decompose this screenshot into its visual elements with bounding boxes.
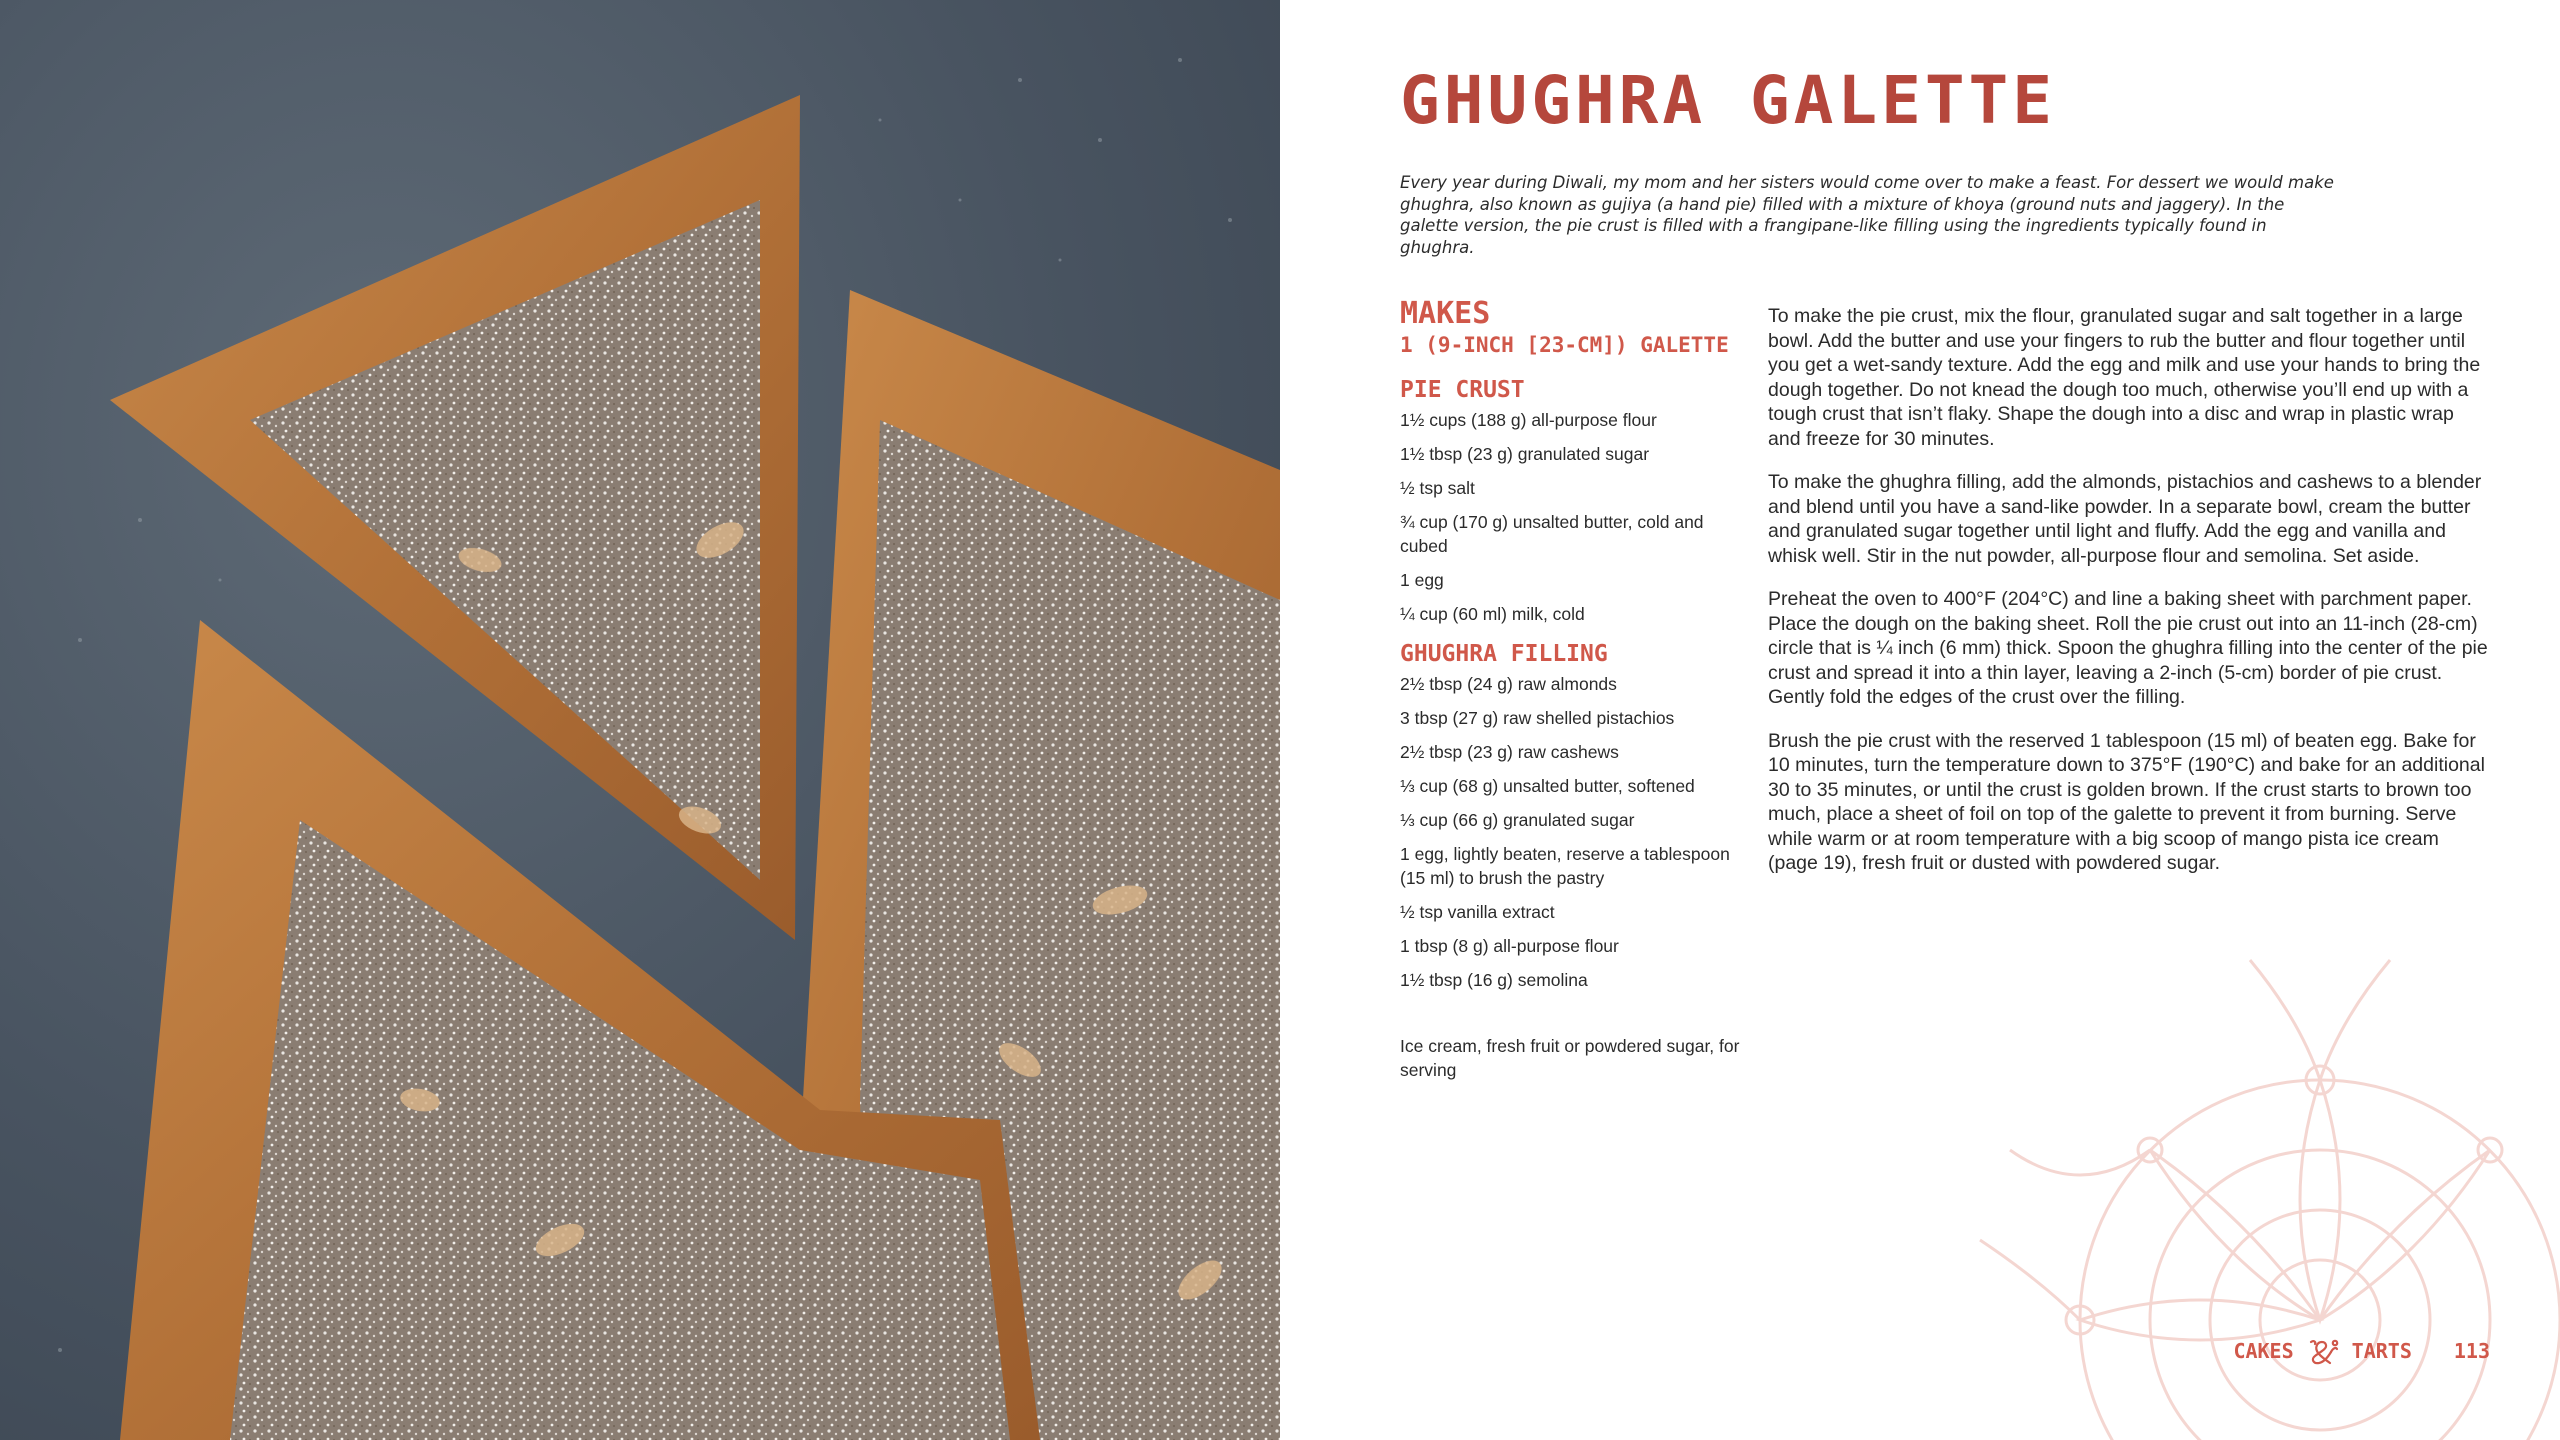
serving-suggestion: Ice cream, fresh fruit or powdered sugar, for serving bbox=[1400, 1036, 1740, 1080]
ingredient-item: ¾ cup (170 g) unsalted butter, cold and cubed bbox=[1400, 512, 1704, 556]
section-label-right: TARTS bbox=[2351, 1339, 2412, 1363]
method-step: To make the pie crust, mix the flour, granulated sugar and salt together in a large bowl. Add the butter and use your fingers to rub the butter and flour together until you get a wet-sandy texture. Add the egg and milk and use your hands to bring the dough together. Do not knead the dough too much, otherwise you’ll end up with a tough crust that isn’t flaky. Shape the dough into a disc and wrap in plastic wrap and freeze for 30 minutes. bbox=[1768, 305, 2481, 450]
page-footer bbox=[2233, 1336, 2490, 1366]
recipe-page bbox=[1280, 0, 2560, 1440]
method-column bbox=[1768, 304, 2490, 895]
ingredient-item: 1½ cups (188 g) all-purpose flour bbox=[1400, 410, 1657, 430]
ingredient-item: ½ tsp vanilla extract bbox=[1400, 902, 1555, 922]
method-step: Brush the pie crust with the reserved 1 tablespoon (15 ml) of beaten egg. Bake for 10 minutes, turn the temperature down to 375°F (190°C) and bake for an additional 30 to 35 minutes, or until the crust is golden brown. If the crust starts to brown too much, place a sheet of foil on top of the galette to prevent it from burning. Serve while warm or at room temperature with a big scoop of mango pista ice cream (page 19), fresh fruit or dusted with powdered sugar. bbox=[1768, 729, 2485, 874]
ingredient-item: ¼ cup (60 ml) milk, cold bbox=[1400, 604, 1585, 624]
ingredient-item: 2½ tbsp (24 g) raw almonds bbox=[1400, 674, 1617, 694]
makes-label: MAKES bbox=[1400, 296, 1491, 331]
ingredient-item: 1 egg, lightly beaten, reserve a tablespoon (15 ml) to brush the pastry bbox=[1400, 844, 1730, 888]
floral-ampersand-icon bbox=[2306, 1336, 2340, 1366]
makes-quantity: 1 (9-INCH [23-CM]) GALETTE bbox=[1400, 333, 1729, 357]
ingredient-item: 1 egg bbox=[1400, 570, 1444, 590]
filling-list bbox=[1400, 672, 1745, 992]
ingredient-item: ½ tsp salt bbox=[1400, 478, 1475, 498]
ingredient-item: ⅓ cup (68 g) unsalted butter, softened bbox=[1400, 776, 1695, 796]
method-step: To make the ghughra filling, add the almonds, pistachios and cashews to a blender and blend until you have a sand-like powder. In a separate bowl, cream the butter and granulated sugar together until light and fluffy. Add the egg and vanilla and whisk well. Stir in the nut powder, all-purpose flour and semolina. Set aside. bbox=[1768, 471, 2482, 567]
ingredient-item: 3 tbsp (27 g) raw shelled pistachios bbox=[1400, 708, 1675, 728]
section-label-left: CAKES bbox=[2233, 1339, 2294, 1363]
ingredients-column bbox=[1400, 296, 1745, 1082]
filling-heading: GHUGHRA FILLING bbox=[1400, 641, 1608, 667]
recipe-title: GHUGHRA GALETTE bbox=[1400, 62, 2057, 139]
method-step: Preheat the oven to 400°F (204°C) and line a baking sheet with parchment paper. Place the dough on the baking sheet. Roll the pie crust out into an 11-inch (28-cm) circle that is ¼ inch (6 mm) thick. Spoon the ghughra filling into the center of the pie crust and spread it into a thin layer, leaving a 2-inch (5-cm) border of pie crust. Gently fold the edges of the crust over the filling. bbox=[1768, 588, 2488, 708]
ingredient-item: 1½ tbsp (23 g) granulated sugar bbox=[1400, 444, 1650, 464]
ingredient-item: 1½ tbsp (16 g) semolina bbox=[1400, 970, 1588, 990]
pie-crust-heading: PIE CRUST bbox=[1400, 377, 1525, 403]
ingredient-item: 1 tbsp (8 g) all-purpose flour bbox=[1400, 936, 1619, 956]
ingredient-item: 2½ tbsp (23 g) raw cashews bbox=[1400, 742, 1619, 762]
recipe-intro: Every year during Diwali, my mom and her sisters would come over to make a feast. For dessert we would make ghughra, also known as gujiya (a hand pie) filled with a mixture of khoya (ground nuts and jaggery). In the galette version, the pie crust is filled with a frangipane-like filling using the ingredients typically found in ghughra. bbox=[1400, 173, 2334, 257]
pie-crust-list bbox=[1400, 408, 1745, 626]
page-number: 113 bbox=[2453, 1339, 2490, 1363]
ingredient-item: ⅓ cup (66 g) granulated sugar bbox=[1400, 810, 1635, 830]
